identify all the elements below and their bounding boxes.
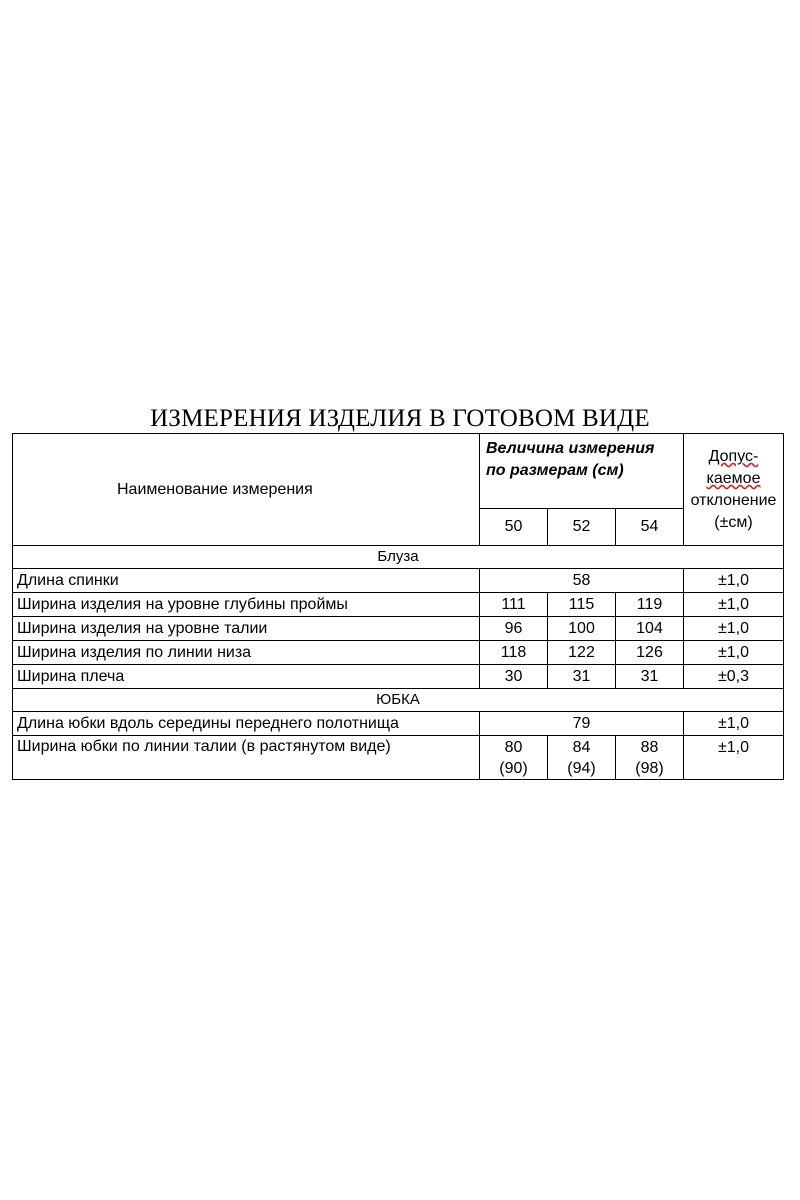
row-tolerance: ±1,0 [684, 593, 784, 617]
header-tolerance-line1: Допус- [708, 448, 759, 465]
header-tolerance [684, 434, 784, 546]
row-value-50: 96 [480, 617, 548, 641]
value-main: 84 [572, 739, 591, 756]
section-title: ЮБКА [13, 689, 784, 712]
row-value-52: 122 [548, 641, 616, 665]
table-row [13, 569, 784, 593]
table-header-row [13, 434, 784, 509]
table-row [13, 593, 784, 617]
value-stretched: (98) [635, 760, 664, 777]
row-value-50 [480, 736, 548, 780]
row-name: Длина юбки вдоль середины переднего полотнища [13, 712, 480, 736]
section-title: Блуза [13, 546, 784, 569]
row-name: Длина спинки [13, 569, 480, 593]
row-name: Ширина юбки по линии талии (в растянутом виде) [13, 736, 480, 780]
row-value-50: 118 [480, 641, 548, 665]
table-row [13, 617, 784, 641]
row-value-52: 100 [548, 617, 616, 641]
row-tolerance: ±1,0 [684, 569, 784, 593]
row-name: Ширина изделия по линии низа [13, 641, 480, 665]
table-row [13, 641, 784, 665]
value-main: 88 [640, 739, 659, 756]
row-value-54: 104 [616, 617, 684, 641]
size-50: 50 [480, 509, 548, 546]
size-54: 54 [616, 509, 684, 546]
value-stretched: (90) [499, 760, 528, 777]
row-name: Ширина изделия на уровне талии [13, 617, 480, 641]
row-value-50: 111 [480, 593, 548, 617]
table-row [13, 712, 784, 736]
section-row-blouse [13, 546, 784, 569]
value-stretched: (94) [567, 760, 596, 777]
row-name: Ширина изделия на уровне глубины проймы [13, 593, 480, 617]
row-value-54: 126 [616, 641, 684, 665]
row-tolerance: ±1,0 [684, 736, 784, 780]
header-value-by-size: Величина измерения по размерам (см) [480, 434, 684, 509]
row-tolerance: ±0,3 [684, 665, 784, 689]
row-tolerance: ±1,0 [684, 712, 784, 736]
table-row [13, 736, 784, 780]
row-value-54: 31 [616, 665, 684, 689]
row-value-54 [616, 736, 684, 780]
row-name: Ширина плеча [13, 665, 480, 689]
header-tolerance-line4: (±см) [714, 514, 753, 531]
header-tolerance-line3: отклонение [690, 492, 777, 509]
header-measurement-name: Наименование измерения [13, 434, 480, 546]
table-row [13, 665, 784, 689]
row-value-50: 30 [480, 665, 548, 689]
row-value-54: 119 [616, 593, 684, 617]
section-row-skirt [13, 689, 784, 712]
row-value-52: 115 [548, 593, 616, 617]
row-value-52: 31 [548, 665, 616, 689]
header-tolerance-line2: каемое [706, 470, 761, 487]
row-value-52 [548, 736, 616, 780]
row-value-merged: 79 [480, 712, 684, 736]
row-value-merged: 58 [480, 569, 684, 593]
measurements-table [12, 433, 784, 780]
row-tolerance: ±1,0 [684, 641, 784, 665]
page-title: ИЗМЕРЕНИЯ ИЗДЕЛИЯ В ГОТОВОМ ВИДЕ [150, 405, 650, 432]
value-main: 80 [504, 739, 523, 756]
size-52: 52 [548, 509, 616, 546]
row-tolerance: ±1,0 [684, 617, 784, 641]
